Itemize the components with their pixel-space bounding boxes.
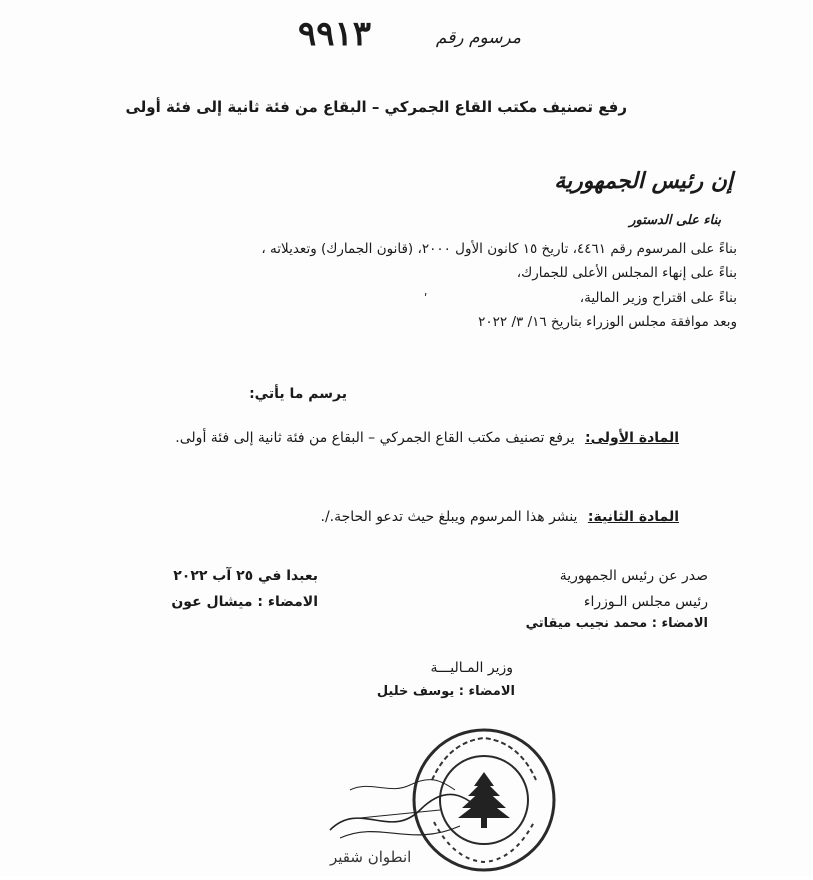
decrees-heading: يرسم ما يأتي:	[249, 386, 347, 402]
place-date-line: بعبدا في ٢٥ آب ٢٠٢٢	[173, 568, 318, 584]
president-heading: إن رئيس الجمهورية	[554, 168, 733, 194]
basis-line: وبعد موافقة مجلس الوزراء بتاريخ ١٦/ ٣/ ٢٠٢٢	[478, 314, 737, 330]
article-text: ينشر هذا المرسوم ويبلغ حيث تدعو الحاجة./.	[320, 509, 578, 525]
article-label: المادة الأولى:	[585, 430, 679, 446]
bottom-name: انطوان شقير	[330, 848, 412, 866]
article-second	[321, 509, 679, 525]
basis-line: بناءً على إنهاء المجلس الأعلى للجمارك،	[516, 265, 737, 281]
basis-line: بناءً على اقتراح وزير المالية،	[579, 290, 737, 306]
president-signature: الامضاء : ميشال عون	[171, 594, 318, 610]
tick-mark: ʹ	[424, 292, 428, 306]
prime-minister-signature: الامضاء : محمد نجيب ميقاتي	[525, 616, 708, 631]
article-label: المادة الثانية:	[587, 509, 679, 525]
article-text: يرفع تصنيف مكتب القاع الجمركي – البقاع من فئة ثانية إلى فئة أولى.	[175, 430, 575, 446]
finance-minister-title: وزير المـاليـــة	[430, 660, 513, 676]
prime-minister-title: رئيس مجلس الـوزراء	[583, 594, 708, 610]
handwritten-signature-icon	[320, 760, 490, 850]
finance-minister-signature: الامضاء : يوسف خليل	[376, 684, 515, 699]
constitution-line: بناء على الدستور	[629, 213, 721, 228]
decree-label: مرسوم رقم	[435, 28, 521, 48]
document-title: رفع تصنيف مكتب القاع الجمركي – البقاع من فئة ثانية إلى فئة أولى	[125, 98, 627, 116]
decree-number: ٩٩١٣	[298, 14, 372, 54]
issued-by-line: صدر عن رئيس الجمهورية	[559, 568, 708, 584]
basis-line: بناءً على المرسوم رقم ٤٤٦١، تاريخ ١٥ كانون الأول ٢٠٠٠، (قانون الجمارك) وتعديلاته ،	[261, 241, 737, 257]
article-first	[175, 430, 679, 446]
